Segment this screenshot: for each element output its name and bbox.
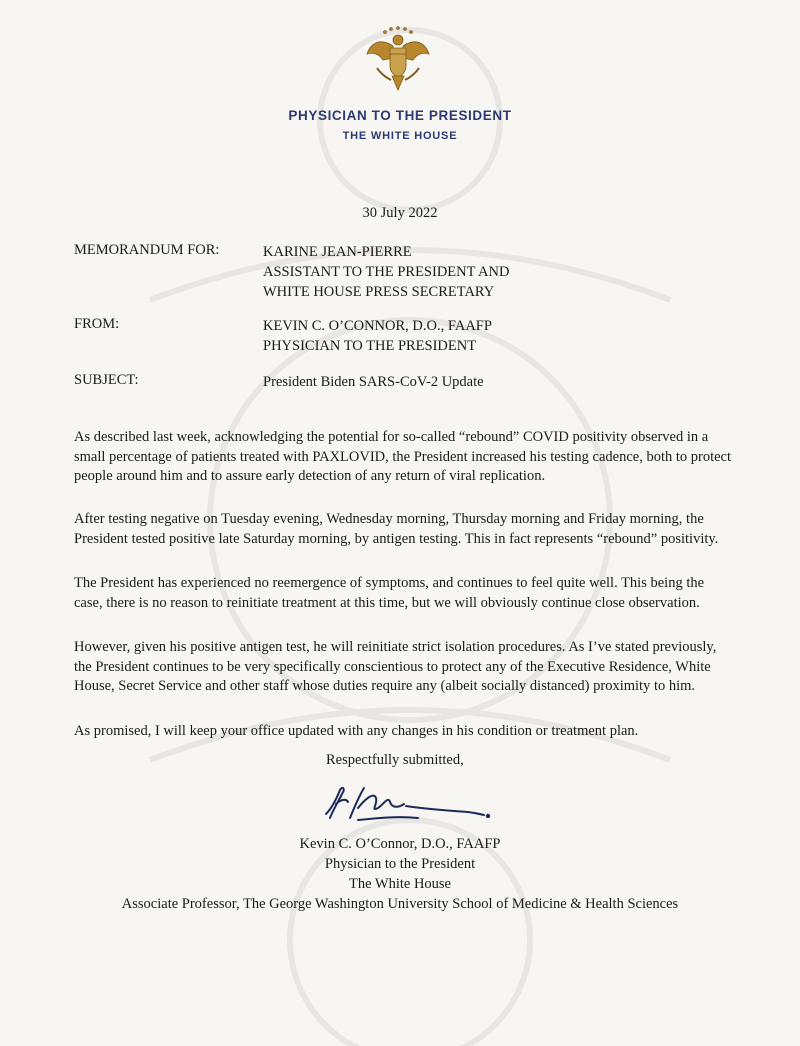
- paragraph-text: The President has experienced no reemergence of symptoms, and continues to feel quite well. This being the case, there is no reason to reinitiate treatment at this time, but we will obviously continue close observation.: [74, 575, 705, 611]
- body-paragraph-2: [74, 510, 734, 549]
- signer-title: Physician to the President: [324, 856, 476, 872]
- letterhead-subtitle: THE WHITE HOUSE: [342, 130, 458, 142]
- sender-title: PHYSICIAN TO THE PRESIDENT: [263, 338, 477, 354]
- body-paragraph-1: [74, 428, 734, 487]
- paragraph-text: As described last week, acknowledging the potential for so-called “rebound” COVID positivity observed in a small percentage of patients treated with PAXLOVID, the President increased his testing cadence, both to protect people around him and to assure early detection of any return of viral replication.: [74, 429, 732, 484]
- paragraph-text: However, given his positive antigen test, he will reinitiate strict isolation procedures. As I’ve stated previously, the President continues to be very specifically conscientious to protect any of the Executive Residence, White House, Secret Service and other staff whose duties require any (albeit socially distanced) proximity to him.: [74, 639, 717, 694]
- handwritten-signature: [318, 778, 498, 828]
- recipient-name: KARINE JEAN-PIERRE: [263, 244, 412, 260]
- paragraph-text: After testing negative on Tuesday evening, Wednesday morning, Thursday morning and Friday morning, the President tested positive late Saturday morning, by antigen testing. This in fact represents “rebound” positivity.: [74, 511, 719, 547]
- letterhead-title: PHYSICIAN TO THE PRESIDENT: [288, 108, 512, 123]
- subject-value: President Biden SARS-CoV-2 Update: [263, 374, 484, 390]
- recipient-title-2: WHITE HOUSE PRESS SECRETARY: [263, 284, 495, 300]
- from-label: FROM:: [74, 316, 120, 332]
- paragraph-text: As promised, I will keep your office updated with any changes in his condition or treatment plan.: [74, 723, 639, 739]
- memorandum-for-recipient: [263, 242, 509, 302]
- memo-date: 30 July 2022: [362, 205, 438, 221]
- memorandum-for-label: MEMORANDUM FOR:: [74, 242, 220, 258]
- body-paragraph-4: [74, 638, 734, 697]
- presidential-seal-icon: [363, 24, 433, 96]
- signer-office: The White House: [348, 876, 451, 892]
- from-sender: [263, 316, 492, 356]
- sender-name: KEVIN C. O’CONNOR, D.O., FAAFP: [263, 318, 492, 334]
- signer-affiliation: Associate Professor, The George Washington University School of Medicine & Health Sciences: [121, 896, 679, 912]
- signer-name: Kevin C. O’Connor, D.O., FAAFP: [299, 836, 501, 852]
- closing-line: Respectfully submitted,: [326, 752, 464, 768]
- recipient-title: ASSISTANT TO THE PRESIDENT AND: [263, 264, 510, 280]
- subject-label: SUBJECT:: [74, 372, 139, 388]
- body-paragraph-5: [74, 722, 734, 742]
- body-paragraph-3: [74, 574, 734, 613]
